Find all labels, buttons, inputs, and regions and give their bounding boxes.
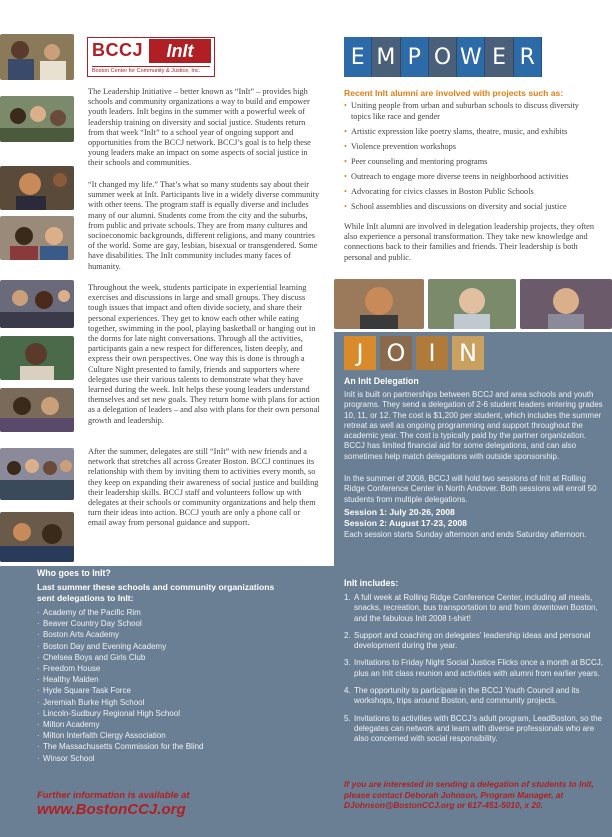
includes-heading: InIt includes: xyxy=(344,578,399,588)
empower-banner xyxy=(344,37,542,77)
list-item: · Hyde Square Task Force xyxy=(37,685,204,696)
list-item: • Peer counseling and mentoring programs xyxy=(344,157,599,168)
student-photo xyxy=(0,166,74,210)
join-letter: J xyxy=(344,336,376,370)
list-item: · Academy of the Pacific Rim xyxy=(37,607,204,618)
list-item: • Advocating for civics classes in Boston Public Schools xyxy=(344,187,599,198)
contact-text: If you are interested in sending a delegation of students to InIt, please contact Deborah Johnson, Program Manager, at DJohnson@BostonCCJ.org or 617-451-5010, x 20. xyxy=(344,779,594,810)
session-2: Session 2: August 17-23, 2008 xyxy=(344,518,467,528)
bccj-logo xyxy=(87,37,215,77)
list-item: • Uniting people from urban and suburban schools to discuss diversity topics like race and gender xyxy=(344,101,599,122)
list-item: • Artistic expression like poetry slams, theatre, music, and exhibits xyxy=(344,127,599,138)
empower-letter: M xyxy=(372,37,400,77)
list-item: • Violence prevention workshops xyxy=(344,142,599,153)
student-photo xyxy=(334,279,424,329)
empower-letter: E xyxy=(485,37,513,77)
session-note: Each session starts Sunday afternoon and ends Saturday afternoon. xyxy=(344,530,587,539)
list-item: · Healthy Malden xyxy=(37,674,204,685)
join-letter: O xyxy=(380,336,412,370)
join-panel xyxy=(334,332,612,566)
session-1: Session 1: July 20-26, 2008 xyxy=(344,507,455,517)
join-paragraph-1: InIt is built on partnerships between BCCJ and area schools and youth programs. They send a delegation of 2-6 student leaders entering grades 10, 11, or 12. The cost is $1,200 per student, which includes the summer retreat as well as ongoing programming and support throughout the academic year. The cost is typically paid by the partner organization. BCCJ has limited financial aid for some delegations, and can also sometimes help match delegations with outside sponsorship. xyxy=(344,390,603,461)
intro-paragraph-3: Throughout the week, students participate in experiential learning exercises and discussions in large and small groups. They discuss tough issues that impact and often divide society, and share their personal experiences. They get to know each other while eating together, swimming in the pool, playing basketball or hanging out in the dorms for late night conversations. Through all the activities, participants gain a new respect for differences, listen deeply, and express their own perspectives. One way this is done is through a Culture Night presented to family, friends and supporters where delegates use their various talents to demonstrate what they have learned during the week. InIt helps these young leaders understand themselves and set new goals. They return home with plans for action as a delegation of leaders – and also with plans for their own personal growth and leadership. xyxy=(88,283,320,425)
list-item: 1. A full week at Rolling Ridge Conference Center, including all meals, snacks, recreation, bus transportation to and from downtown Boston, and the fabulous InIt 2008 t-shirt! xyxy=(344,593,598,623)
empower-letter: R xyxy=(514,37,542,77)
list-item: · Boston Day and Evening Academy xyxy=(37,641,204,652)
empower-heading: Recent InIt alumni are involved with projects such as: xyxy=(344,88,564,98)
list-item: · Beaver Country Day School xyxy=(37,618,204,629)
student-photo xyxy=(0,388,74,432)
list-item: • Outreach to engage more diverse teens in neighborhood activities xyxy=(344,172,599,183)
student-photo xyxy=(0,96,74,142)
empower-letter: W xyxy=(457,37,485,77)
alumni-paragraph: While InIt alumni are involved in delegation leadership projects, they often also experience a personal transformation. They take new knowledge and connections back to their families and friends. Their leadership is both personal and public. xyxy=(344,222,594,262)
intro-paragraph-1: The Leadership Initiative – better known as “InIt” – provides high schools and community organizations a way to build and empower youth leaders. InIt begins in the summer with a powerful week of leadership training on diversity and social justice. Students return from that week “InIt” to a school year of ongoing support and opportunities from the BCCJ network. BCCJ’s goal is to help these young leaders make an impact on some aspects of social justice in their schools and communities. xyxy=(88,87,311,168)
intro-paragraph-4: After the summer, delegates are still “InIt” with new friends and a network that stretches all across Greater Boston. BCCJ continues its relationship with them by inviting them to activities every month, so they keep on expanding their awareness of social justice and building their leadership skills. BCCJ staff and volunteers follow up with delegates at their schools or community organizations and help them turn their ideas into action. BCCJ youth are only a phone call or email away from personal guidance and support. xyxy=(88,447,319,528)
who-subheading: Last summer these schools and community organizations sent delegations to InIt: xyxy=(37,582,275,603)
alumni-projects-list xyxy=(344,101,599,217)
schools-list xyxy=(37,607,204,764)
photo-strip xyxy=(0,34,78,562)
list-item: 4. The opportunity to participate in the BCCJ Youth Council and its workshops, trips around Boston, and community projects. xyxy=(344,686,580,706)
join-paragraph-2: In the summer of 2008, BCCJ will hold two sessions of InIt at Rolling Ridge Conference Center in North Andover. Both sessions will enroll 50 students from multiple delegations. xyxy=(344,474,597,504)
empower-letter: E xyxy=(344,37,372,77)
join-heading: An InIt Delegation xyxy=(344,376,419,386)
student-photo xyxy=(520,279,612,329)
includes-list xyxy=(344,593,606,752)
list-item: · Jeremiah Burke High School xyxy=(37,697,204,708)
empower-letter: O xyxy=(429,37,457,77)
list-item: · Milton Interfaith Clergy Association xyxy=(37,730,204,741)
further-info-text: Further information is available at xyxy=(37,790,190,801)
list-item: · The Massachusetts Commission for the Blind xyxy=(37,741,204,752)
list-item: · Boston Arts Academy xyxy=(37,629,204,640)
student-photo xyxy=(0,34,74,80)
website-link[interactable]: www.BostonCCJ.org xyxy=(37,801,186,818)
list-item: • School assemblies and discussions on diversity and social justice xyxy=(344,202,599,213)
student-photo xyxy=(428,279,516,329)
student-photo xyxy=(0,448,74,500)
list-item: 5. Invitations to activities with BCCJ’s adult program, LeadBoston, so the delegates can network and learn with diverse professionals who are also concerned with social responsibility. xyxy=(344,713,602,744)
logo-init-text: InIt xyxy=(149,39,211,63)
list-item: · Winsor School xyxy=(37,753,204,764)
student-photo xyxy=(0,336,74,380)
list-item: · Lincoln-Sudbury Regional High School xyxy=(37,708,204,719)
list-item: 3. Invitations to Friday Night Social Justice Flicks once a month at BCCJ, plus an InIt class reunion and activities with alumni from earlier years. xyxy=(344,658,603,678)
student-photo xyxy=(0,512,74,562)
who-heading: Who goes to InIt? xyxy=(37,568,111,578)
join-letter: N xyxy=(452,336,484,370)
logo-bccj-text: BCCJ xyxy=(92,40,144,60)
list-item: 2. Support and coaching on delegates’ leadership ideas and personal development during the year. xyxy=(344,630,591,651)
empower-letter: P xyxy=(401,37,429,77)
logo-subtitle: Boston Center for Community & Justice, Inc. xyxy=(92,66,210,74)
list-item: · Freedom House xyxy=(37,663,204,674)
join-letter: I xyxy=(416,336,448,370)
intro-paragraph-2: “It changed my life.” That’s what so many students say about their summer week at InIt. Participants live in a widely diverse community with other teens. The program staff is equally diverse and includes many of our alumni. Students come from the city and the suburbs, from public and private schools. They are from many cultures and socioeconomic backgrounds, different religions, and many countries of the world. Some are gay, lesbian, bisexual or transgendered. Some have disabilities. The InIt community includes many faces of humanity. xyxy=(88,180,320,271)
list-item: · Chelsea Boys and Girls Club xyxy=(37,652,204,663)
join-banner xyxy=(344,336,484,370)
student-photo xyxy=(0,216,74,260)
list-item: · Milton Academy xyxy=(37,719,204,730)
student-photo xyxy=(0,280,74,328)
